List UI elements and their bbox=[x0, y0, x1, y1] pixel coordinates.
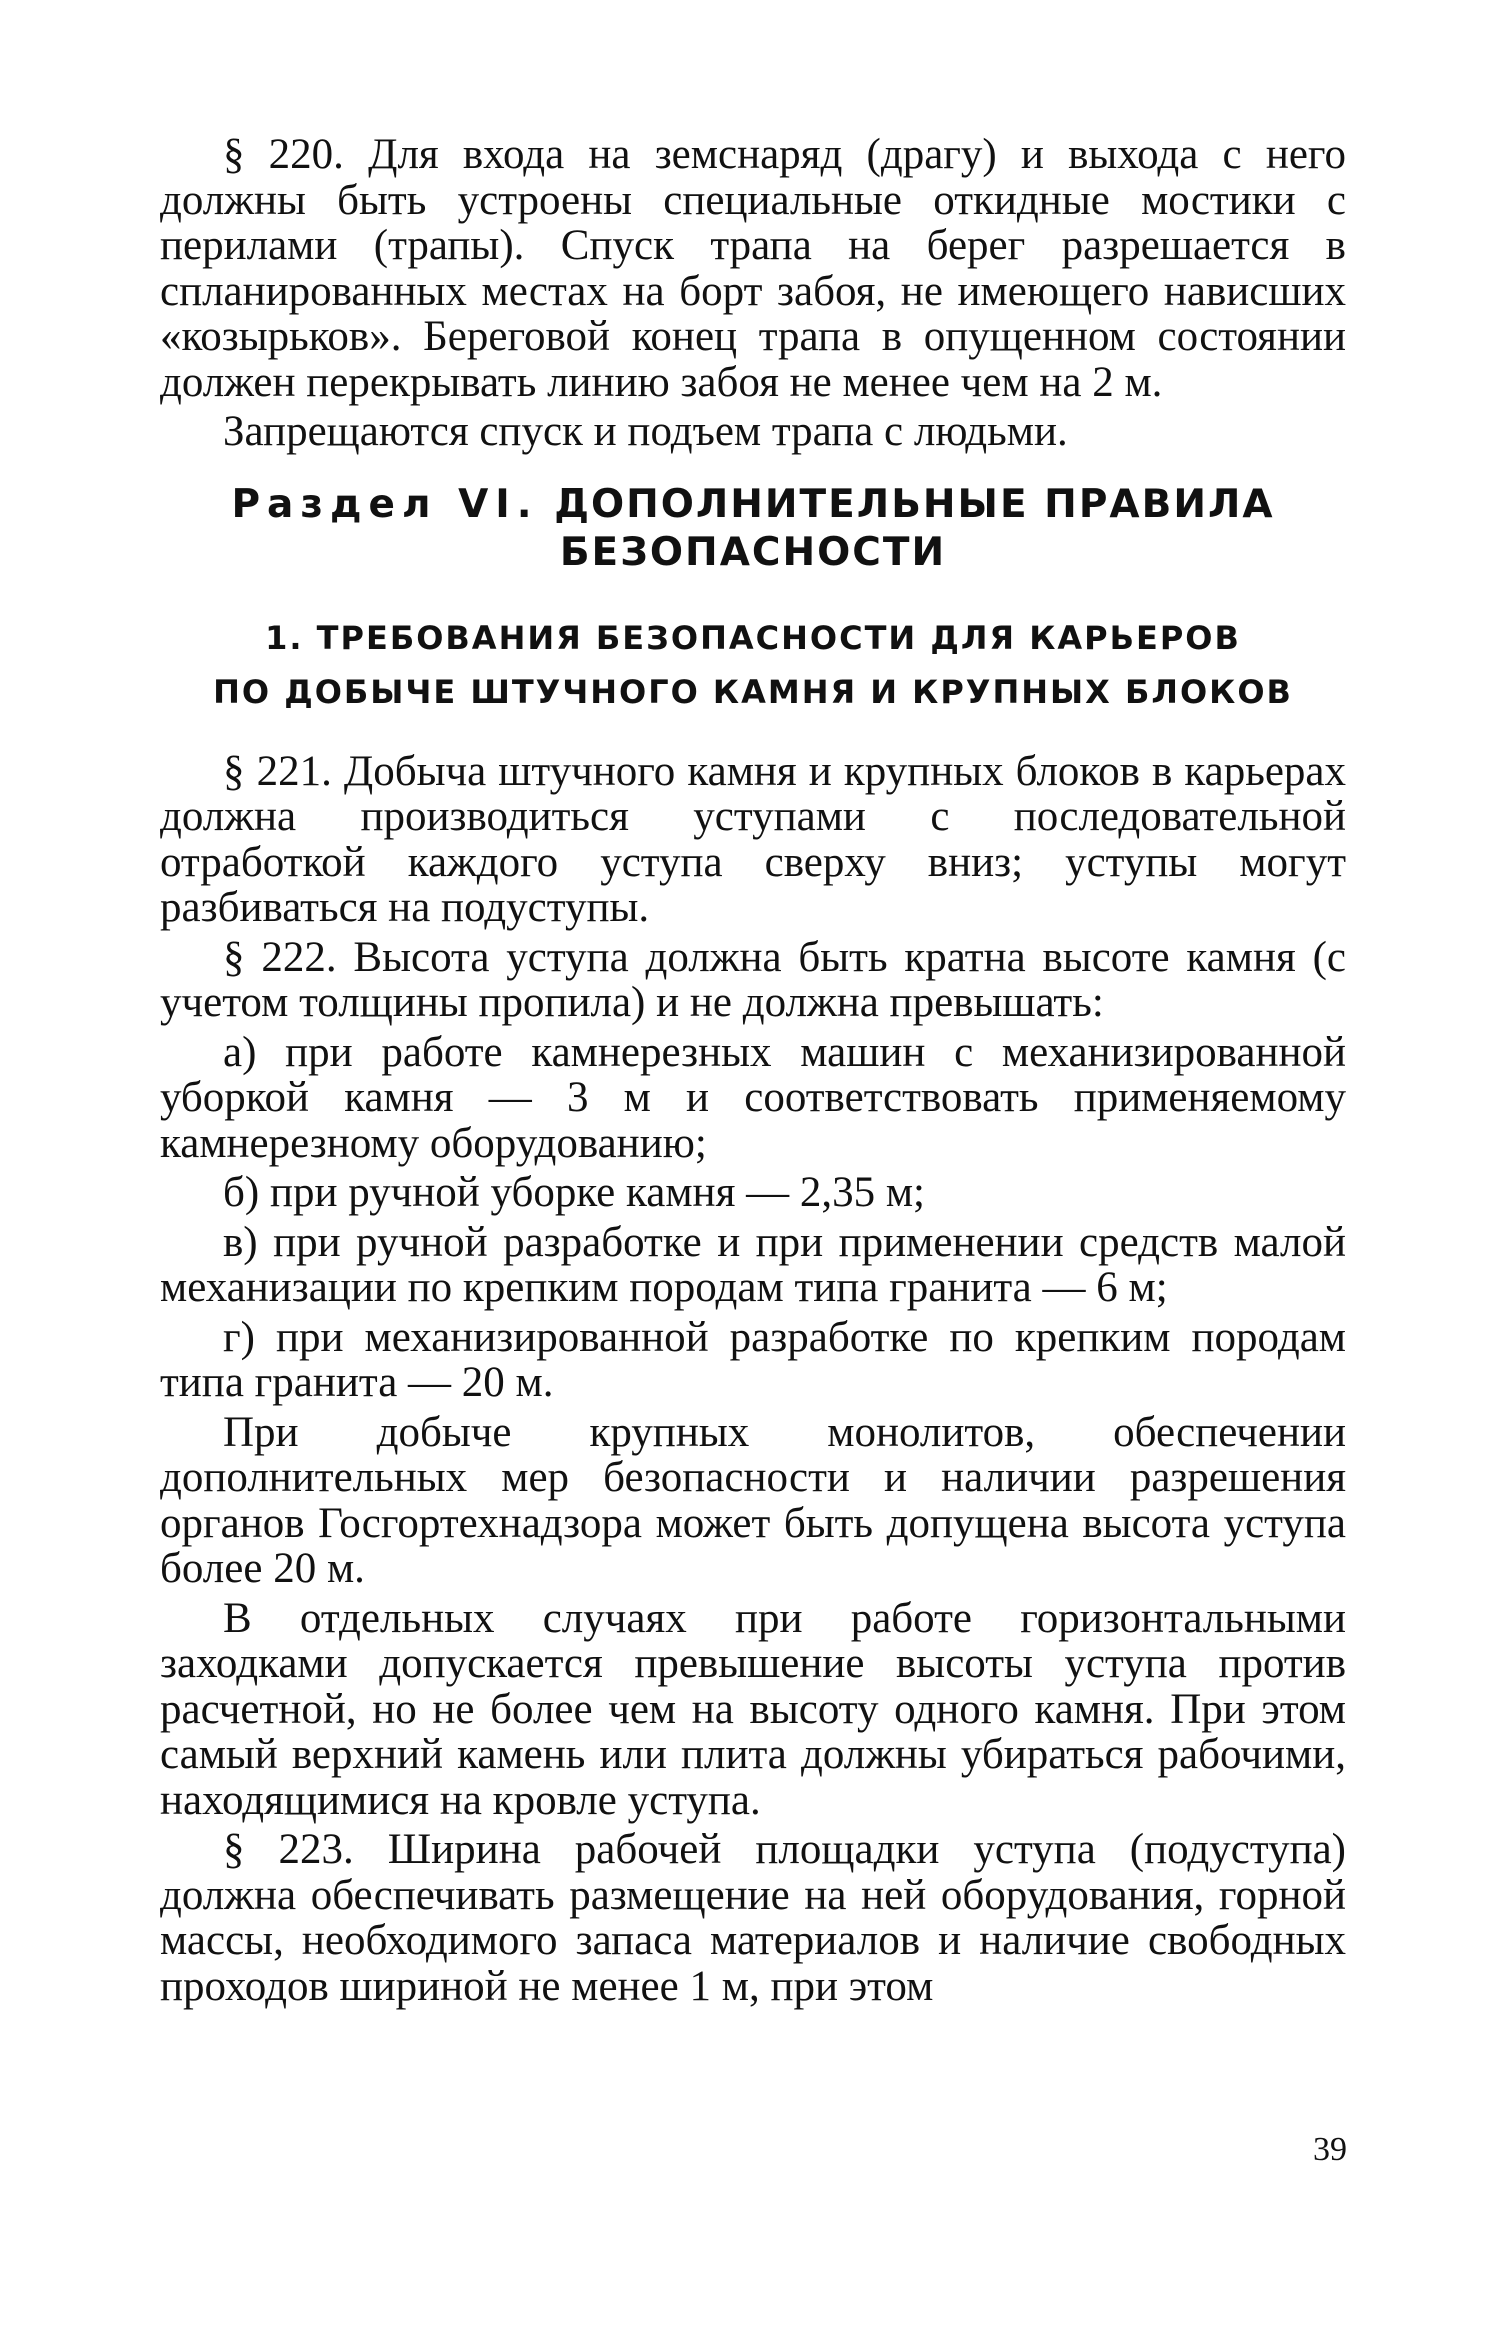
paragraph-221: § 221. Добыча штучного камня и крупных блоков в карьерах должна производиться уступами с последовательной отработкой каждого уступа сверху вниз; уступы могут разбиваться на подуступы. bbox=[160, 747, 1346, 931]
list-item-b: б) при ручной уборке камня — 2,35 м; bbox=[223, 1169, 926, 1216]
section-title-line1: ДОПОЛНИТЕЛЬНЫЕ ПРАВИЛА bbox=[554, 481, 1275, 527]
subsection-title bbox=[160, 611, 1346, 719]
subsection-title-line2: ПО ДОБЫЧЕ ШТУЧНОГО КАМНЯ И КРУПНЫХ БЛОКОВ bbox=[213, 672, 1293, 711]
paragraph-ladder-prohibition: Запрещаются спуск и подъем трапа с людьми. bbox=[223, 408, 1068, 455]
list-item-a: а) при работе камнерезных машин с механизированной уборкой камня — 3 м и соответствовать применяемому камнерезному оборудованию; bbox=[160, 1028, 1346, 1167]
section-title bbox=[160, 481, 1346, 577]
list-item-g: г) при механизированной разработке по крепким породам типа гранита — 20 м. bbox=[160, 1313, 1346, 1406]
section-title-line2: БЕЗОПАСНОСТИ bbox=[559, 529, 947, 575]
paragraph-222: § 222. Высота уступа должна быть кратна высоте камня (с учетом толщины пропила) и не должна превышать: bbox=[160, 933, 1346, 1026]
subsection-title-line1: 1. ТРЕБОВАНИЯ БЕЗОПАСНОСТИ ДЛЯ КАРЬЕРОВ bbox=[265, 618, 1241, 657]
paragraph-horizontal-cuts: В отдельных случаях при работе горизонтальными заходками допускается превышение высоты уступа против расчетной, но не более чем на высоту одного камня. При этом самый верхний камень или плита должны убираться рабочими, находящимися на кровле уступа. bbox=[160, 1594, 1346, 1824]
paragraph-220: § 220. Для входа на земснаряд (драгу) и выхода с него должны быть устроены специальные откидные мостики с перилами (трапы). Спуск трапа на берег разрешается в спланированных местах на борт забоя, не имеющего нависших «козырьков». Береговой конец трапа в опущенном состоянии должен перекрывать линию забоя не менее чем на 2 м. bbox=[160, 131, 1346, 406]
page-number: 39 bbox=[1313, 2131, 1347, 2168]
list-item-v: в) при ручной разработке и при применении средств малой механизации по крепким породам типа гранита — 6 м; bbox=[160, 1218, 1346, 1311]
paragraph-223: § 223. Ширина рабочей площадки уступа (подуступа) должна обеспечивать размещение на ней оборудования, горной массы, необходимого запаса материалов и наличие свободных проходов шириной не менее 1 м, при этом bbox=[160, 1826, 1346, 2010]
section-lead: Раздел VI. bbox=[231, 481, 539, 527]
paragraph-monoliths: При добыче крупных монолитов, обеспечении дополнительных мер безопасности и наличии разрешения органов Госгортехнадзора может быть допущена высота уступа более 20 м. bbox=[160, 1408, 1346, 1592]
page-body bbox=[160, 132, 1346, 2009]
